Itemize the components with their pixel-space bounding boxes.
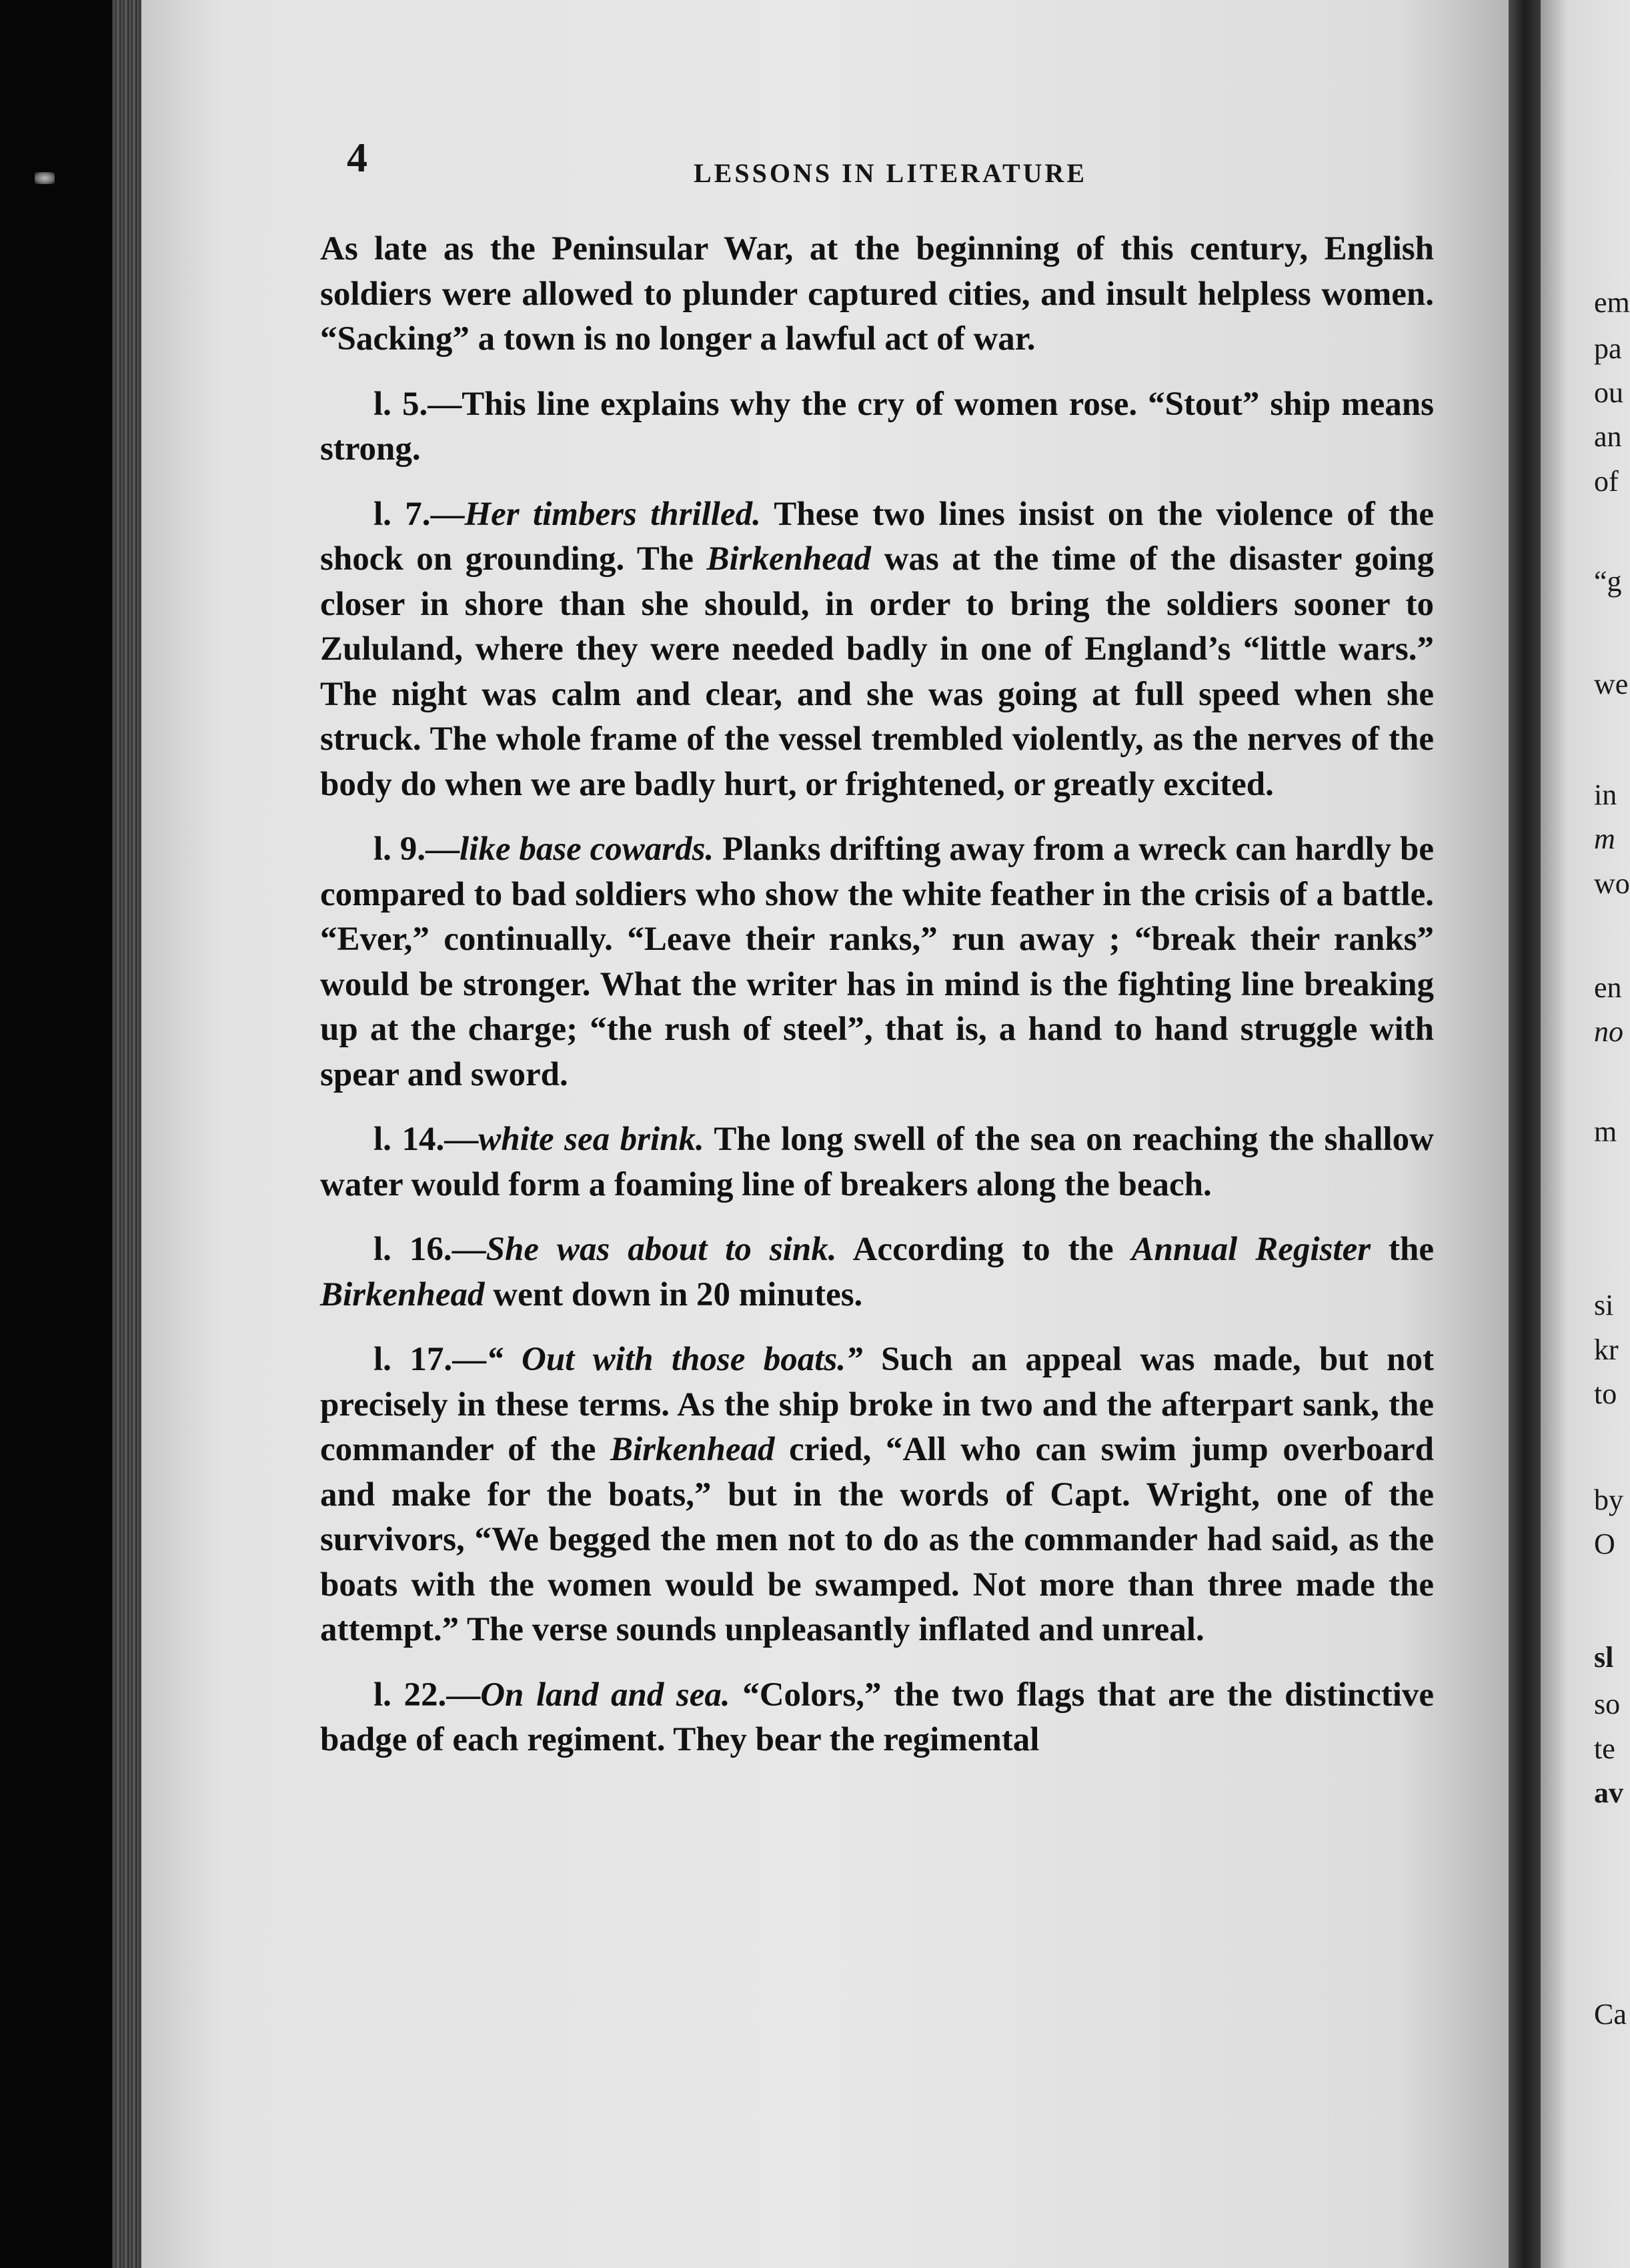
source-title: Annual Register: [1131, 1231, 1371, 1268]
note-text: was at the time of the disaster going closer in shore than she should, in order to bring the soldiers sooner to Zululand, where they were needed badly in one of England’s “little wars.” The night was calm and clear, and she was going at full speed when she struck. The whole frame of the vessel trembled violently, as the nerves of the body do when we are badly hurt, or frightened, or greatly excited.: [320, 540, 1434, 803]
note-line-14: [320, 1117, 1434, 1207]
note-text: Planks drifting away from a wreck can hardly be compared to bad soldiers who show the white feather in the crisis of a battle. “Ever,” continually. “Leave their ranks,” run away ; “break their ranks” would be stronger. What the writer has in mind is the fighting line breaking up at the charge; “the rush of steel”, that is, a hand to hand struggle with spear and sword.: [320, 830, 1435, 1093]
note-line-22: [320, 1673, 1434, 1763]
note-line-16: [320, 1227, 1434, 1317]
note-text: the: [1371, 1231, 1435, 1268]
quoted-phrase: white sea brink.: [478, 1121, 704, 1158]
line-reference: l. 22.—: [373, 1676, 481, 1714]
next-page-fragment: kr: [1594, 1333, 1619, 1366]
next-page-fragment: m: [1594, 1115, 1617, 1148]
next-page-fragment: of: [1594, 465, 1619, 498]
line-reference: l. 9.—: [373, 830, 460, 868]
ship-name: Birkenhead: [706, 540, 872, 578]
note-text: These two lines insist on the violence of the shock on grounding. The: [320, 495, 1435, 578]
next-page-fragment: “g: [1594, 565, 1622, 598]
book-gutter: [1509, 0, 1541, 2268]
line-reference: l. 17.—: [373, 1341, 487, 1378]
page-number: 4: [347, 135, 367, 181]
paragraph-text: As late as the Peninsular War, at the beginning of this century, English soldiers were allowed to plunder captured cities, and insult helpless women. “Sacking” a town is no longer a lawful act of war.: [320, 230, 1434, 358]
next-page-fragment: so: [1594, 1688, 1621, 1720]
next-page-fragment: ou: [1594, 376, 1623, 409]
quoted-phrase: Her timbers thrilled.: [464, 495, 761, 533]
next-page-fragment: av: [1594, 1776, 1623, 1809]
next-page-fragment: Ca: [1594, 1998, 1627, 2031]
quoted-phrase: She was about to sink.: [486, 1231, 837, 1268]
note-text: “Colors,” the two flags that are the distinctive badge of each regiment. They bear the regimental: [320, 1676, 1435, 1758]
note-text: This line explains why the cry of women rose. “Stout” ship means strong.: [320, 385, 1434, 468]
ship-name: Birkenhead: [320, 1275, 485, 1313]
scan-speck: [35, 172, 55, 184]
quoted-phrase: like base cowards.: [460, 830, 714, 868]
line-reference: l. 16.—: [373, 1231, 486, 1268]
note-text: According to the: [836, 1231, 1132, 1268]
next-page-fragment: we: [1594, 668, 1629, 700]
note-line-17: [320, 1337, 1434, 1653]
next-page-fragment: in: [1594, 778, 1617, 811]
note-line-5: [320, 382, 1434, 472]
line-reference: l. 7.—: [373, 495, 465, 533]
body-text: [320, 227, 1434, 1783]
note-line-9: [320, 827, 1434, 1097]
next-page-fragment: m: [1594, 822, 1615, 855]
next-page-fragment: wo: [1594, 867, 1630, 900]
next-page-fragment: no: [1594, 1015, 1623, 1048]
note-line-7: [320, 492, 1434, 808]
adjacent-page: [1541, 0, 1630, 2268]
next-page-fragment: sl: [1594, 1641, 1614, 1674]
next-page-fragment: to: [1594, 1377, 1617, 1410]
next-page-fragment: te: [1594, 1732, 1615, 1765]
next-page-fragment: O: [1594, 1528, 1615, 1560]
next-page-fragment: by: [1594, 1484, 1623, 1516]
note-text: cried, “All who can swim jump overboard and make for the boats,” but in the words of Capt. Wright, one of the survivors, “We begged the men not to do as the commander had said, as the boats with the women would be swamped. Not more than three made the attempt.” The verse sounds unpleasantly inflated and unreal.: [320, 1431, 1435, 1648]
quoted-phrase: “ Out with those boats.”: [486, 1341, 863, 1378]
note-text: Such an appeal was made, but not precisely in these terms. As the ship broke in two and the afterpart sank, the commander of the: [320, 1341, 1435, 1468]
line-reference: l. 14.—: [373, 1121, 479, 1158]
paragraph-intro: [320, 227, 1434, 362]
line-reference: l. 5.—: [373, 385, 462, 423]
next-page-fragment: pa: [1594, 332, 1622, 365]
next-page-fragment: an: [1594, 420, 1622, 453]
note-text: The long swell of the sea on reaching the shallow water would form a foaming line of breakers along the beach.: [320, 1121, 1434, 1203]
ship-name: Birkenhead: [610, 1431, 775, 1468]
next-page-fragment: em: [1594, 286, 1630, 319]
next-page-fragment: si: [1594, 1289, 1614, 1321]
scan-border: [0, 0, 127, 2268]
note-text: went down in 20 minutes.: [484, 1275, 863, 1313]
quoted-phrase: On land and sea.: [480, 1676, 730, 1714]
running-head: LESSONS IN LITERATURE: [694, 158, 1088, 188]
next-page-fragment: en: [1594, 971, 1622, 1004]
